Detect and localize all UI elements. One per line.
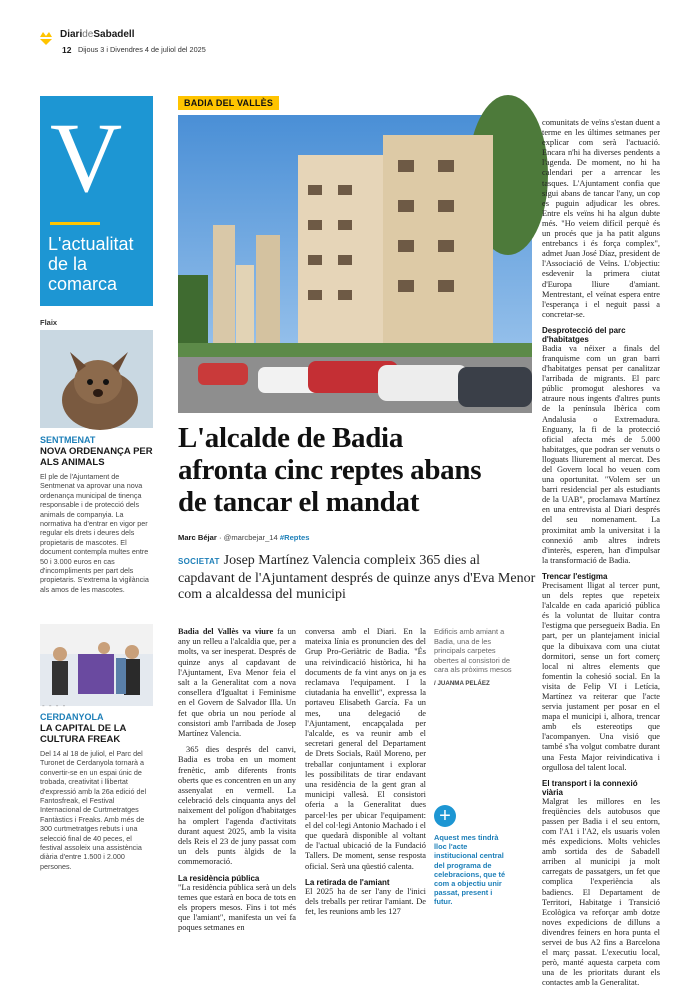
body-paragraph: conversa amb el Diari. En la mateixa línia es pronuncien des del Grup Pro-Geriàtric de Badia. "És una reivindicació històrica, hi ha documents de fa vint anys on ja es reclamava l'equipament. I la ciutadania ha envellit", expressa la portaveu Elisabeth García. Fa un mes, una delegació de l'Ajuntament, encapçalada per l'alcalde, es va reunir amb el secretari general del Departament de Drets Socials, Raül Moreno, per treballar conjuntament i explorar les possibilitats de tirar endavant una residència de la gent gran al municipi vallesà. El consistori oferia a la Generalitat dues parcel·les per ubicar l'equipament: el del col·legi Antonio Machado i el que quedarà disponible al voltant de l'actual ubicació de la Fundació Tallers. De moment, sense resposta oficial. Serà una qüestió calenta. — [305, 627, 426, 871]
plus-icon: + — [434, 805, 456, 827]
deck-section: SOCIETAT — [178, 557, 220, 566]
lead-in: Badia del Vallès va viure — [178, 627, 274, 636]
body-column-2 — [305, 627, 426, 917]
dateline: Dijous 3 i Divendres 4 de juliol del 2025 — [78, 45, 206, 54]
body-column-3 — [542, 118, 660, 989]
body-paragraph: comunitats de veïns s'estan duent a terme en les últimes setmanes per explicar com serà l'actuació. Encara n'hi ha diverses pendents a l'agenda. De moment, no hi ha calendari per a arrencar les tasques. L'Ajuntament confia que sigui abans de tancar l'any, un cop es puguin adjudicar les obres. Entre els veïns hi ha algun dubte més. "Ho veiem difícil perquè és un procés que ja ha patit alguns entrebancs i és força complex", admet Juan José Díaz, president de l'Associació de Veïns. L'objectiu: esdevenir la primera ciutat d'Europa lliure d'amiant. Mentrestant, el veïnat espera entre l'esperança i el neguit passi a concretar-se. — [542, 118, 660, 319]
body-text: fa un any un relleu a l'alcaldia que, per a molts, va ser inesperat. Després de quinze anys al capdavant de l'Ajuntament, Eva Menor feia el salt a la Generalitat com a nova consellera d'Igualtat i Feminisme en el Govern de Salvador Illa. Un fet que obria un nou període al consistori amb l'arribada de Josep Martínez Valencia. — [178, 627, 296, 739]
promo-text: Aquest mes tindrà lloc l'acte institucional central del programa de celebracions, que té com a objectiu unir passat, present i futur. — [434, 833, 506, 907]
brief-headline: NOVA ORDENANÇA PER ALS ANIMALS — [40, 446, 153, 468]
section-banner — [40, 96, 153, 306]
body-paragraph — [178, 627, 296, 739]
subhead: La residència pública — [178, 873, 260, 883]
byline: Marc Béjar · @marcbejar_14 #Reptes — [178, 533, 310, 542]
caption-text: Edificis amb amiant a Badia, una de les principals carpetes obertes al consistori de cara als pròxims mesos — [434, 627, 512, 674]
subhead: El transport i la connexió viària — [542, 778, 638, 797]
brief-cerdanyola — [40, 712, 153, 871]
brand-bold: Diari — [60, 29, 83, 40]
subhead: Desprotecció del parc d'habitatges — [542, 325, 626, 344]
subhead: Trencar l'estigma — [542, 571, 608, 581]
brand-end: Sabadell — [93, 29, 135, 40]
byline-author: Marc Béjar — [178, 533, 217, 542]
body-paragraph: "La residència pública serà un dels temes que estarà en boca de tots en els propers mesos. Fins i tot més que l'amiant", manifesta un veí fa poques setmanes en — [178, 882, 296, 933]
brief-text: El ple de l'Ajuntament de Sentmenat va aprovar una nova ordenança municipal de tinença responsable i de protecció dels animals de companyia. La normativa ha d'entrar en vigor per regular els drets i deures dels propietaris de mascotes. El document contempla multes entre 50 i 3.000 euros en cas d'incompliments per part dels propietaris. S'extrema la vigilància als amos de les mascotes. — [40, 472, 149, 594]
section-tagline: L'actualitat de la comarca — [48, 234, 134, 294]
body-paragraph: Malgrat les millores en les freqüències dels autobusos que passen per Badia i el seu entorn, com l'A1 i l'A2, els usuaris volen més expedicions. Molts vehicles amb sortida des de Sabadell arriben al municipi ja molt carregats de passatgers, un fet que complica l'experiència als badiencs. El Departament de Territori, Habitatge i Transició Ecològica va reforçar amb dotze noves expedicions de dilluns a divendres feiners en hora punta el servei de bus A2 fins a Barcelona el març passat. L'executiu local, però, manté aquesta carpeta com una de les prioritats durant els contactes amb la Generalitat. — [542, 796, 660, 988]
divider: - - - - — [42, 701, 67, 710]
caption-credit: / JUANMA PELÁEZ — [434, 679, 490, 687]
festival-photo — [40, 624, 153, 706]
article-headline: L'alcalde de Badia afronta cinc reptes abans de tancar el mandat — [178, 422, 482, 518]
photo-caption — [434, 627, 514, 688]
banner-rule — [50, 222, 100, 225]
body-paragraph: El 2025 ha de ser l'any de l'inici dels treballs per retirar l'amiant. De fet, les reunions amb les 127 — [305, 886, 426, 917]
page-number: 12 — [62, 45, 72, 55]
byline-hashtag[interactable]: #Reptes — [279, 533, 310, 542]
brief-text: Del 14 al 18 de juliol, el Parc del Turonet de Cerdanyola tornarà a convertir-se en un espai únic de trobada, creativitat i llibertat d'expressió amb la 26a edició del Fantosfreak, el Festival Internacional de Curtmetratges Fantàstics i Freaks. Amb més de 300 curtmetratges rebuts i una selecció final de 40 peces, el festival assoleix una assistència diària d'entre 1.500 i 2.000 persones. — [40, 749, 147, 871]
article-deck — [178, 553, 538, 604]
deck-text: Josep Martínez Valencia compleix 365 dies al capdavant de l'Ajuntament després de quinze anys d'Eva Menor com a alcaldessa del municipi — [178, 553, 536, 602]
dog-photo — [40, 330, 153, 428]
body-column-1 — [178, 627, 296, 934]
article-photo — [178, 115, 532, 413]
byline-handle[interactable]: @marcbejar_14 — [223, 533, 278, 542]
brief-kicker: CERDANYOLA — [40, 712, 104, 722]
brief-sentmenat — [40, 435, 153, 594]
subhead: La retirada de l'amiant — [305, 877, 390, 887]
body-paragraph: 365 dies després del canvi, Badia es troba en un moment frenètic, amb diferents fronts oberts que es concentren en un any assenyalat en vermell. La celebració dels cinquanta anys del naixement del polígon d'habitatges ha omplert l'agenda d'activitats durant aquest 2025, amb la visita dels Reis el 23 de juny passat com un dels punts àlgids de la commemoració. — [178, 745, 296, 867]
brand-name — [60, 29, 135, 40]
brief-headline: LA CAPITAL DE LA CULTURA FREAK — [40, 723, 127, 745]
brief-kicker: SENTMENAT — [40, 435, 96, 445]
newspaper-logo-icon — [38, 30, 54, 46]
section-letter: V — [50, 102, 123, 213]
photo-credit: Flaix — [40, 318, 58, 327]
section-badge: BADIA DEL VALLÈS — [178, 96, 279, 110]
body-paragraph: Badia va néixer a finals del franquisme com un gran barri d'habitatges pensat per canalitzar l'arribada de migrants. El parc públic promogut aleshores va atraure nous ingents d'altres punts de la península Ibèrica com Andalusia o Extremadura. Enguany, la fi de la protecció oficial afecta més de 5.000 habitatges, que podran ser venuts o lloguats lliurement al mercat. Des del Govern local ho veuen com una oportunitat. "Volem ser un barri residencial per als estudiants de la UAB", proclamava Martínez en una entrevista al Diari després del seu nomenament. La proximitat amb la universitat i la connexió amb altres indrets d'interès, esperen, han d'impulsar la transformació de Badia. — [542, 343, 660, 565]
body-paragraph: Precisament lligat al tercer punt, un dels reptes que repeteix l'alcalde en cada aparició pública és la voluntat de lluitar contra l'estigma que persegueix Badia. En part, per un plantejament inicial que la dibuixava com una ciutat dormitori, sense un fort comerç local ni altres elements que fomentin la cohesió social. En la visita de Felip VI i Letícia, Martínez va reiterar que l'acte servia justament per posar en el mapa el municipi i, alhora, trencar amb els estereotips que l'acompanyen. Una visió que també s'ha volgut combatre durant una Festa Major reivindicativa i orgullosa del talent local. — [542, 580, 660, 772]
brand-light: de — [82, 29, 94, 40]
